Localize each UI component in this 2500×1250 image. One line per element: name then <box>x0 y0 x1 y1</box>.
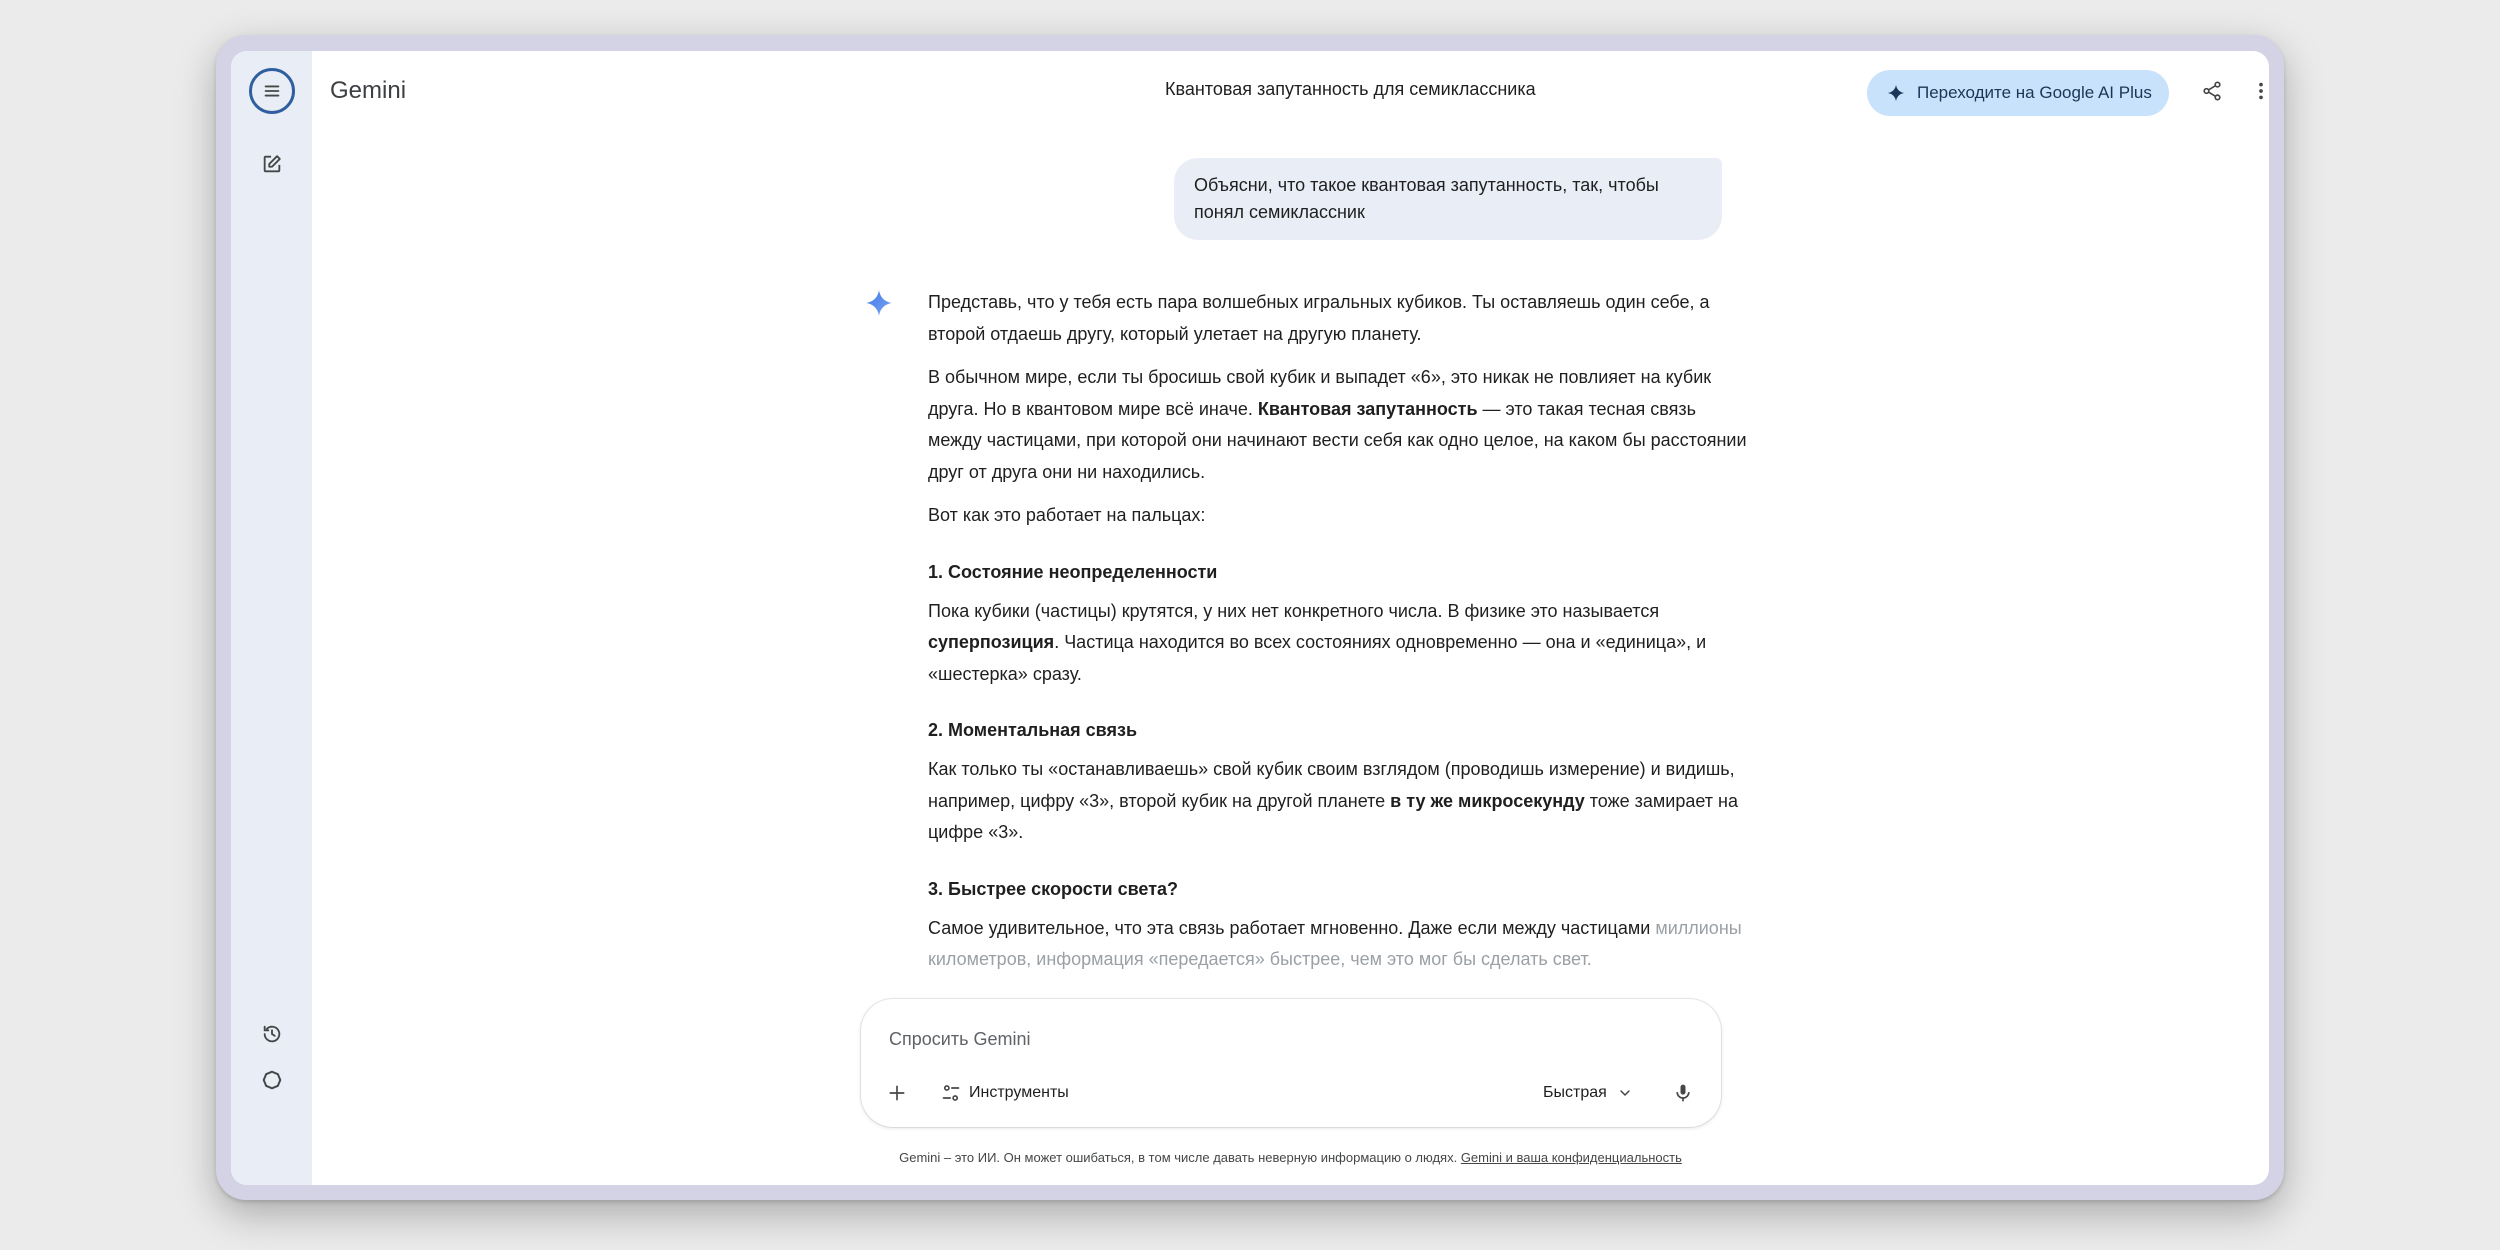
upgrade-label: Переходите на Google AI Plus <box>1917 83 2152 102</box>
share-button[interactable] <box>2192 71 2232 111</box>
prompt-composer <box>861 999 1721 1127</box>
response-paragraph: В обычном мире, если ты бросишь свой кубик и выпадет «6», это никак не повлияет на кубик друга. Но в квантовом мире всё иначе. Квантовая запутанность — это такая тесная связь между частицами, при которой они начинают вести себя как одно целое, на каком бы расстоянии друг от друга они ни находились. <box>928 367 1747 482</box>
brand-title[interactable]: Gemini <box>330 77 407 104</box>
share-icon <box>2201 80 2223 102</box>
sparkle-icon <box>1887 84 1905 102</box>
chevron-down-icon <box>1617 1085 1633 1101</box>
hamburger-menu-icon <box>261 80 283 102</box>
tools-icon <box>941 1083 961 1103</box>
user-message: Объясни, что такое квантовая запутанность, так, чтобы понял семиклассник <box>1174 158 1722 240</box>
gemini-spark-icon <box>865 289 893 317</box>
microphone-icon <box>1673 1083 1693 1103</box>
new-chat-button[interactable] <box>249 141 295 187</box>
disclaimer: Gemini – это ИИ. Он может ошибаться, в том числе давать неверную информацию о людях. Gemini и ваша конфиденциальность <box>899 1150 1682 1165</box>
section-heading: 3. Быстрее скорости света? <box>928 878 1179 899</box>
more-options-button[interactable] <box>2241 71 2269 111</box>
section-heading: 1. Состояние неопределенности <box>928 561 1218 582</box>
response-paragraph: Представь, что у тебя есть пара волшебных игральных кубиков. Ты оставляешь один себе, а второй отдаешь другу, который улетает на другую планету. <box>928 292 1710 344</box>
privacy-link[interactable]: Gemini и ваша конфиденциальность <box>1460 1150 1682 1165</box>
section-heading: 2. Моментальная связь <box>928 720 1138 740</box>
edit-square-icon <box>261 153 283 175</box>
main-menu-button[interactable] <box>249 68 295 114</box>
sidebar <box>231 51 312 1185</box>
response-paragraph: Пока кубики (частицы) крутятся, у них нет конкретного числа. В физике это называется суперпозиция. Частица находится во всех состояниях одновременно — она и «единица», и «шестерка» сразу. <box>928 600 1707 684</box>
tools-button[interactable] <box>941 1079 1069 1107</box>
microphone-button[interactable] <box>1669 1079 1697 1107</box>
mode-label: Быстрая <box>1543 1084 1607 1101</box>
conversation-title: Квантовая запутанность для семиклассника <box>1165 79 1536 99</box>
app-window <box>231 51 2269 1185</box>
activity-button[interactable] <box>249 1011 295 1057</box>
response-paragraph: Вот как это работает на пальцах: <box>928 505 1206 525</box>
add-attachment-button[interactable] <box>883 1079 911 1107</box>
model-mode-select[interactable] <box>1543 1079 1633 1107</box>
gear-icon <box>261 1069 283 1091</box>
response-paragraph: Как только ты «останавливаешь» свой кубик своим взглядом (проводишь измерение) и видишь, например, цифру «3», второй кубик на другой планете в ту же микросекунду тоже замирает на цифре «3». <box>928 759 1738 842</box>
tools-label: Инструменты <box>969 1084 1069 1101</box>
history-icon <box>261 1023 283 1045</box>
settings-button[interactable] <box>249 1057 295 1103</box>
top-bar <box>312 51 2269 131</box>
upgrade-button[interactable] <box>1867 70 2169 116</box>
more-vert-icon <box>2250 80 2269 102</box>
response-paragraph: Самое удивительное, что эта связь работает мгновенно. Даже если между частицами миллионы километров, информация «передается» быстрее, чем это мог бы сделать свет. <box>928 917 1742 969</box>
plus-icon <box>887 1083 907 1103</box>
model-response <box>928 287 1748 988</box>
prompt-input[interactable] <box>889 1025 1689 1053</box>
